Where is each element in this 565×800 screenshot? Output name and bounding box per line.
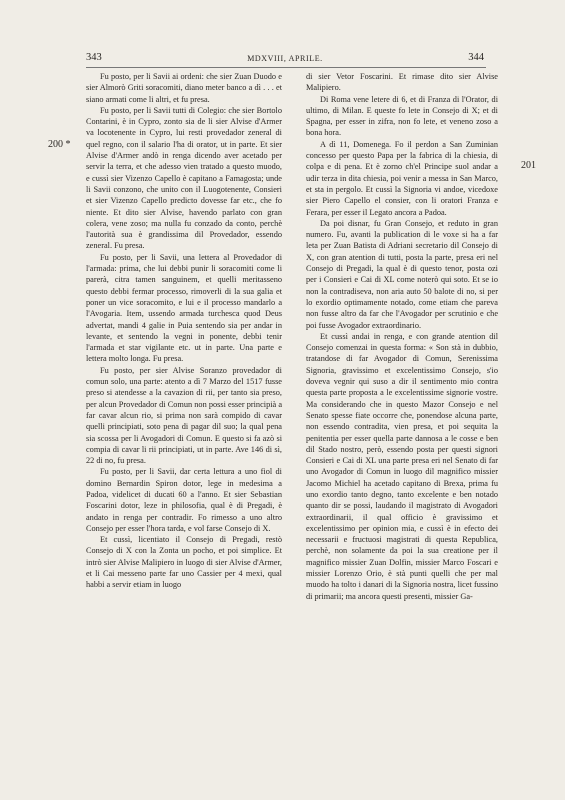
right-column xyxy=(306,71,498,602)
paragraph: Da poi disnar, fu Gran Consejo, et reduto in gran numero. Fu, avanti la publication di le voxe si ha a far leta per Zuan Batista di Adriani secretario dil Consejo di X, con gran atention di tutti, posta la parte, presa eri nel Consejo di Pregadi, la qual è di questo tenor, posta ozi per i Consieri e Cai di XL come noterò qui soto. Et se io non la contradiseva, non aria auto 50 balote di no, si per lo exordio optimamente notado, come etiam che pareva non fusse altro da far che l'Avogador per scrutinio e che poi fusse Avogador extraordinario. xyxy=(306,218,498,330)
page-header xyxy=(86,51,484,65)
paragraph: di sier Vetor Foscarini. Et rimase dito sier Alvise Malipiero. xyxy=(306,72,498,93)
paragraph: Fu posto, per sier Alvise Soranzo provedador di comun solo, una parte: atento a dì 7 Marzo del 1517 fusse preso si atendesse a la cavazion di rii, per tanto sia preso, per alcun Provedador di Comun non possi esser principià a far cavar alcun rio, si prima non sarà compido di cavar quelli principiati, soto pena di pagar dil suo; la qual pena sia scossa per li Avogadori di Comun. E questo si fa azò si compia di cavar li rii principiati, ut in parte. Ave 146 di sì, 22 di no, fu presa. xyxy=(86,365,282,466)
paragraph: Fu posto, per li Savii, una lettera al Provedador di l'armada: prima, che lui debbi punir li soracomiti come li parerà, citra tamen sanguinem, et quelli meritasseno questo debbi fermar processo, rimoverli di la sua galia et poner un vice soracomito, e lui e il processo mandarlo a l'Avogaria. Item, ussendo armada turchesca quod Deus advertat, mandi 4 galie in Puia sentendo sia per andar in levante, et sentendo la vegni in ponente, debbi tenir l'armada et star vigilante etc. ut in parte. Una parte e lettera molto longa. Fu presa. xyxy=(86,252,282,364)
paragraph: Fu posto, per li Savii, dar certa lettura a uno fiol di domino Bernardin Spiron dotor, lege in medesima a Padoa, videlicet di ducati 60 a l'anno. Et sier Sebastian Foscarini dotor, leze in philosofia, qual è di Pregadi, è andato in renga per contradir. Fo rimesso a uno altro Consejo per esser l'hora tarda, e vol farse Consejo di X. xyxy=(86,467,282,533)
margin-note-left: 200 * xyxy=(48,139,71,150)
paragraph: Di Roma vene letere di 6, et di Franza di l'Orator, di ultimo, di Milan. E queste fo lete in Consejo di X; et di Spagna, per esser in zifra, non fo lete, et veneno zoso a bona hora. xyxy=(306,94,498,138)
page-number-left: 343 xyxy=(86,52,102,63)
paragraph: Et cussì, licentiato il Consejo di Pregadi, restò Consejo di X con la Zonta un pocho, et poi simplice. Et intrò sier Alvise Malipiero in luogo di sier Alvise d'Armer, et li Cai messeno parte far uno Cassier per 4 mexi, qual habbi a servir etiam in luogo xyxy=(86,535,282,590)
paragraph: Fu posto, per li Savii tutti di Colegio: che sier Bortolo Contarini, è in Cypro, zonto sia de li sier Alvise d'Armer va locotenente in Cypro, lui resti provedador zeneral di quel regno, con il salario l'ha di orator, ut in parte. Et sier Alvise d'Armer andò in renga dicendo aver acetado per servir la terra, et che adesso vien tratado a questo muodo, e cussì sier Vizenzo Capello è capitano a Famagosta; unde li Savii conzono, che unito con il Luogotenente, Consieri et sier Vizenzo Capello predicto dovesse far etc., che fo niente. Et dito sier Alvise, havendo parlato con gran colera, vene zoso; ma nulla fu conzado da conto, perchè l'autorità sua è grandissima dil Provedador, essendo zeneral. Fu presa. xyxy=(86,105,282,251)
paragraph: A dì 11, Domenega. Fo il perdon a San Zuminian concesso per questo Papa per la fabrica di la chiesia, di colpa e di pena. Et è zorno ch'el Principe suol andar a udir terza in dita chiesia, poi venir a messa in San Marco, et sta in pergolo. Et cussì la Signoria vi andoe, vicedoxe sier Piero Capello el consier, con li oratori Franza e Ferara, per esser il Legato ancora a Padoa. xyxy=(306,139,498,217)
header-rule xyxy=(86,67,486,68)
paragraph: Et cussì andai in renga, e con grande atention dil Consejo comenzai in questa forma: « Son stà in dubbio, tratandose di far Avogador di Comun, Serenissima Signoria, gravissimo et excelentissimo Consejo, s'io doveva vegnir qui suso a dir il sentimento mio contra questa parte proposta a le excelentissime signorie vostre. Ma considerando che in questo Mazor Consejo e nel Senato spesse fiate occorre che, ponendose alcuna parte, non essendo contradita, vien presa, et poi sequita la penitentia per esser quella parte dannosa a le cosse e ben dil Stado nostro, però, essendo posta per questi signori Consieri e Cai di XL una parte presa eri nel Senato di far uno Avogador di Comun in luogo dil magnifico missier Jacomo Michiel ha acetado capitano di Brexa, prima fu uno exordio tanto degno, tanto excelente e ben notado quanto dir se possi, laudando il magistrato di Avogadori extraordinarii, il qual officio è gravissimo et excelentissimo per opinion mia, e cussì è in efecto dei necessarii e fructuosi magistrati di questa Republica, perchè, non solamente da poi la sua creatione per il magnifico missier Zuan Dolfin, missier Marco Foscari e missier Lorenzo Orio, è stà punti quelli che per mal muodo ha tolto i danari di la Signoria nostra, licet fussino di primarii; ma ancora questi presenti, missier Ga- xyxy=(306,331,498,601)
margin-note-right: 201 xyxy=(521,160,536,171)
page-number-right: 344 xyxy=(468,52,484,63)
running-title: MDXVIII, APRILE. xyxy=(247,54,323,63)
paragraph: Fu posto, per li Savii ai ordeni: che sier Zuan Duodo e sier Almorò Griti soracomiti, diano meter banco a dì . . . et siano armati come li altri, et fu presa. xyxy=(86,72,282,104)
left-column xyxy=(86,71,282,591)
